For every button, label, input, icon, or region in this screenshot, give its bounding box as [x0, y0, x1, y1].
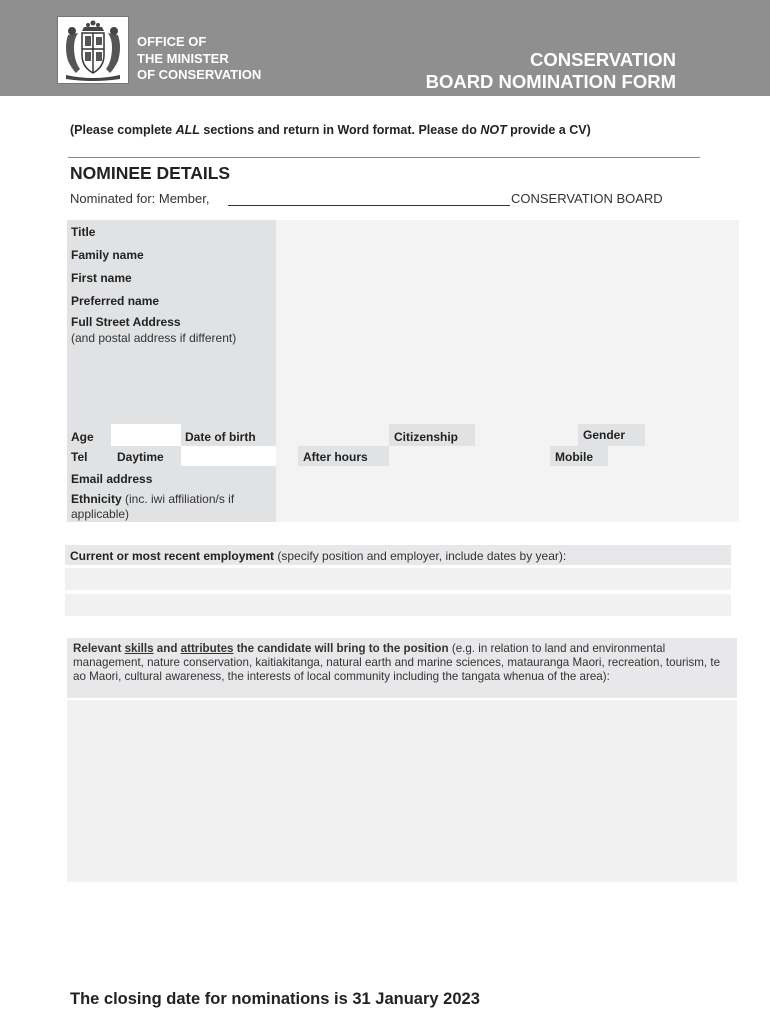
nominee-input-area[interactable]	[276, 220, 739, 522]
coat-of-arms-icon	[57, 16, 129, 84]
age-label: Age	[71, 430, 94, 444]
first-name-label: First name	[71, 271, 132, 285]
ethnicity-note: (inc. iwi affiliation/s if	[121, 492, 235, 506]
skills-description	[73, 642, 735, 684]
office-line-2: THE MINISTER	[137, 50, 229, 66]
instr-part-2: sections and return in Word format. Please do	[199, 123, 481, 137]
nominated-for-label: Nominated for: Member,	[70, 191, 210, 206]
instructions	[70, 123, 591, 137]
mobile-label: Mobile	[555, 450, 593, 464]
office-line-3: OF CONSERVATION	[137, 67, 262, 82]
form-title	[426, 49, 676, 93]
conservation-board-label: CONSERVATION BOARD	[511, 191, 663, 206]
skills-relevant: Relevant	[73, 642, 125, 655]
skills-rest: the candidate will bring to the position	[233, 642, 449, 655]
skills-word: skills	[124, 642, 154, 655]
skills-input[interactable]	[67, 700, 737, 882]
address-label: Full Street Address	[71, 315, 181, 329]
email-label: Email address	[71, 472, 153, 486]
employment-input-2[interactable]	[65, 594, 731, 616]
board-name-blank[interactable]	[228, 205, 510, 206]
form-title-line-2: BOARD NOMINATION FORM	[425, 71, 676, 92]
daytime-label: Daytime	[117, 450, 164, 464]
office-of-minister	[137, 34, 261, 84]
closing-date: The closing date for nominations is 31 January 2023	[70, 990, 480, 1008]
ethnicity-note-2: applicable)	[71, 507, 130, 521]
office-line-1: OFFICE OF	[137, 34, 207, 49]
employment-input-1[interactable]	[65, 568, 731, 590]
instr-all: ALL	[175, 123, 200, 137]
attributes-word: attributes	[180, 642, 234, 655]
instr-part-1: (Please complete	[70, 123, 176, 137]
divider	[68, 157, 700, 158]
daytime-input[interactable]	[181, 446, 276, 466]
nominee-details-heading: NOMINEE DETAILS	[70, 163, 231, 183]
after-hours-label: After hours	[303, 450, 368, 464]
tel-label: Tel	[71, 450, 88, 464]
form-title-line-1: CONSERVATION	[530, 49, 676, 70]
age-input[interactable]	[111, 424, 181, 446]
dob-label: Date of birth	[185, 430, 256, 444]
address-note: (and postal address if different)	[71, 331, 237, 345]
citizenship-label: Citizenship	[394, 430, 459, 444]
instr-part-3: provide a CV)	[506, 123, 591, 137]
ethnicity-label-text: Ethnicity	[71, 492, 122, 506]
employment-label-text: Current or most recent employment	[70, 549, 275, 563]
preferred-name-label: Preferred name	[71, 294, 160, 308]
skills-note: (e.g. in relation to land and environmental management, nature conservation, kaitiakitanga, natural earth and marine sciences, matauranga Maori, recreation, tourism, te ao Maori, cultural awareness, the interests of local community including the tangata whenua of the area):	[73, 642, 721, 683]
family-name-label: Family name	[71, 248, 144, 262]
title-label: Title	[71, 225, 96, 239]
gender-label: Gender	[583, 428, 626, 442]
instr-not: NOT	[480, 123, 507, 137]
employment-note: (specify position and employer, include dates by year):	[274, 549, 567, 563]
employment-label	[70, 549, 566, 563]
ethnicity-label	[71, 492, 234, 506]
skills-and: and	[153, 642, 181, 655]
